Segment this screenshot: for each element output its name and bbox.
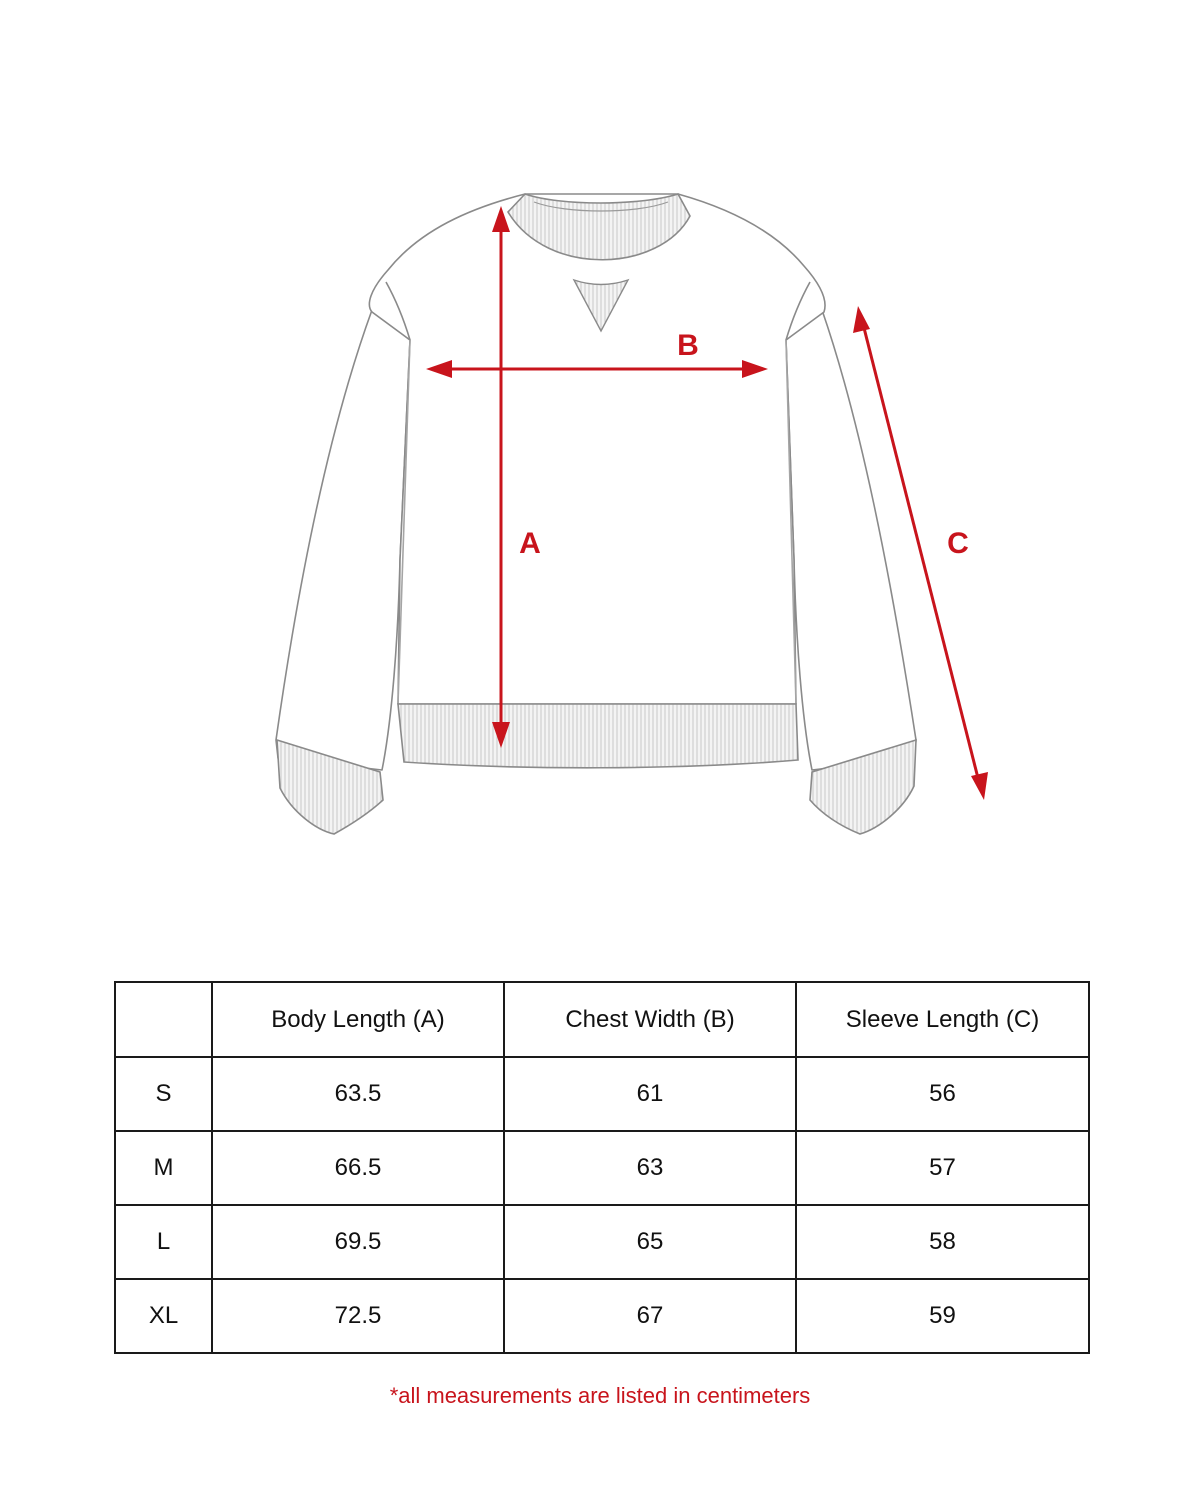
cell-sleeve-length: 56 (796, 1057, 1089, 1131)
cell-sleeve-length: 59 (796, 1279, 1089, 1353)
cell-body-length: 66.5 (212, 1131, 504, 1205)
cell-size: L (115, 1205, 212, 1279)
sweatshirt-outline (276, 194, 916, 770)
table-row (115, 1057, 1089, 1131)
arrow-c-head-bottom (971, 772, 988, 800)
cell-sleeve-length: 58 (796, 1205, 1089, 1279)
cell-body-length: 69.5 (212, 1205, 504, 1279)
table-row (115, 1279, 1089, 1353)
size-chart-table (114, 981, 1090, 1354)
label-a: A (519, 527, 541, 560)
cell-chest-width: 61 (504, 1057, 796, 1131)
header-chest-width: Chest Width (B) (504, 982, 796, 1057)
left-sleeve (276, 310, 410, 770)
cell-body-length: 63.5 (212, 1057, 504, 1131)
right-sleeve (786, 310, 916, 770)
cell-body-length: 72.5 (212, 1279, 504, 1353)
label-c: C (947, 527, 969, 560)
cell-sleeve-length: 57 (796, 1131, 1089, 1205)
cell-size: S (115, 1057, 212, 1131)
header-size (115, 982, 212, 1057)
cell-chest-width: 63 (504, 1131, 796, 1205)
arrow-c-head-top (853, 306, 870, 333)
header-body-length: Body Length (A) (212, 982, 504, 1057)
header-sleeve-length: Sleeve Length (C) (796, 982, 1089, 1057)
table-row (115, 1131, 1089, 1205)
cell-size: XL (115, 1279, 212, 1353)
hem-band (398, 704, 798, 768)
cell-size: M (115, 1131, 212, 1205)
torso (369, 194, 825, 704)
cell-chest-width: 65 (504, 1205, 796, 1279)
table-header-row (115, 982, 1089, 1057)
cell-chest-width: 67 (504, 1279, 796, 1353)
measurement-footnote: *all measurements are listed in centimeters (389, 1383, 811, 1408)
label-b: B (677, 329, 699, 362)
table-row (115, 1205, 1089, 1279)
